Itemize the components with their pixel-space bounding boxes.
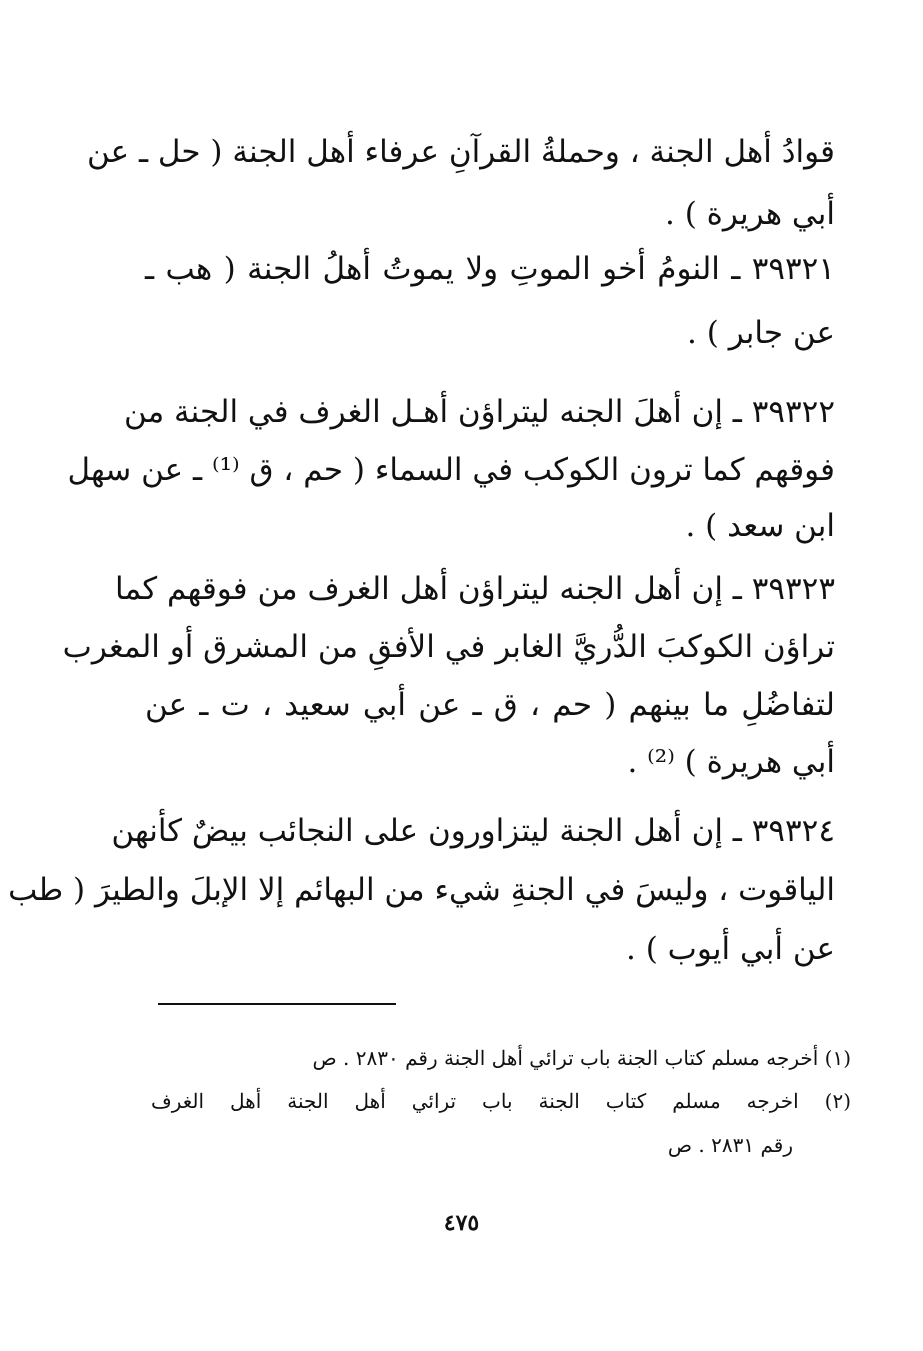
footnote-separator (158, 1003, 396, 1005)
text-line: قوادُ أهل الجنة ، وحملةُ القرآنِ عرفاء أهل الجنة ( حل ـ عن (87, 134, 835, 170)
page-number: ٤٧٥ (443, 1210, 480, 1236)
text-line: ٣٩٣٢١ ـ النومُ أخو الموتِ ولا يموتُ أهلُ الجنة ( هب ـ (145, 251, 835, 287)
footnote-line: (١) أخرجه مسلم كتاب الجنة باب ترائي أهل الجنة رقم ٢٨٣٠ . ص (312, 1046, 851, 1070)
text-line: الياقوت ، وليسَ في الجنةِ شيء من البهائم إلا الإبلَ والطيرَ ( طب (8, 872, 835, 908)
text-line: ابن سعد ) . (685, 508, 835, 544)
footnote-line: (٢) اخرجه مسلم كتاب الجنة باب ترائي أهل الجنة أهل الغرف (151, 1089, 851, 1113)
text-line: ٣٩٣٢٢ ـ إن أهلَ الجنه ليتراؤن أهـل الغرف في الجنة من (123, 394, 835, 430)
text-line: ٣٩٣٢٣ ـ إن أهل الجنه ليتراؤن أهل الغرف من فوقهم كما (115, 571, 835, 607)
text-line: أبي هريرة ) . (664, 196, 835, 232)
footnote-line: رقم ٢٨٣١ . ص (667, 1133, 793, 1157)
text-line: فوقهم كما ترون الكوكب في السماء ( حم ، ق ⁽¹⁾ ـ عن سهل (67, 452, 835, 488)
text-line: عن أبي أيوب ) . (626, 931, 835, 967)
text-line: تراؤن الكوكبَ الدُّريَّ الغابر في الأفقِ من المشرق أو المغرب (62, 629, 835, 665)
text-line: ٣٩٣٢٤ ـ إن أهل الجنة ليتزاورون على النجائب بيضٌ كأنهن (111, 813, 835, 849)
text-line: أبي هريرة ) ⁽²⁾ . (627, 744, 835, 780)
text-line: عن جابر ) . (687, 315, 835, 351)
text-line: لتفاضُلِ ما بينهم ( حم ، ق ـ عن أبي سعيد ، ت ـ عن (145, 687, 835, 723)
